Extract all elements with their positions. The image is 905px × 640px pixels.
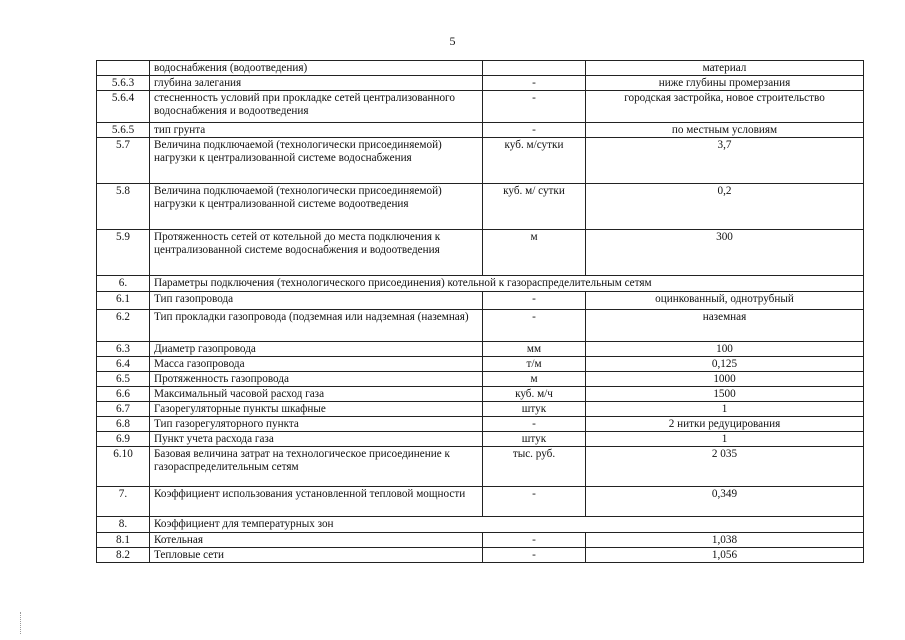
row-number-cell: 8.	[97, 517, 150, 533]
unit-cell: т/м	[483, 357, 586, 372]
table-row	[97, 447, 864, 487]
row-number-cell: 6.1	[97, 292, 150, 310]
parameter-name-cell: Протяженность газопровода	[150, 372, 483, 387]
parameters-table	[96, 60, 864, 563]
row-number-cell: 7.	[97, 487, 150, 517]
unit-cell: -	[483, 123, 586, 138]
parameter-name-cell: водоснабжения (водоотведения)	[150, 61, 483, 76]
row-number-cell: 6.	[97, 276, 150, 292]
row-number-cell: 5.8	[97, 184, 150, 230]
value-cell: 2 035	[586, 447, 864, 487]
table-row	[97, 61, 864, 76]
table-row	[97, 230, 864, 276]
row-number-cell: 6.4	[97, 357, 150, 372]
parameter-name-cell: Тип прокладки газопровода (подземная или надземная (наземная)	[150, 310, 483, 342]
unit-cell: тыс. руб.	[483, 447, 586, 487]
parameter-name-cell: Масса газопровода	[150, 357, 483, 372]
unit-cell: -	[483, 417, 586, 432]
value-cell: 1	[586, 432, 864, 447]
row-number-cell: 6.9	[97, 432, 150, 447]
table-row	[97, 123, 864, 138]
unit-cell: -	[483, 548, 586, 563]
page-number: 5	[449, 34, 456, 48]
unit-cell: штук	[483, 432, 586, 447]
table-row	[97, 276, 864, 292]
unit-cell: куб. м/ч	[483, 387, 586, 402]
unit-cell: куб. м/ сутки	[483, 184, 586, 230]
parameter-name-cell: Пункт учета расхода газа	[150, 432, 483, 447]
row-number-cell: 6.10	[97, 447, 150, 487]
parameter-name-cell: Тип газопровода	[150, 292, 483, 310]
parameter-name-cell: Котельная	[150, 533, 483, 548]
table-row	[97, 387, 864, 402]
value-cell: оцинкованный, однотрубный	[586, 292, 864, 310]
parameter-name-cell: Максимальный часовой расход газа	[150, 387, 483, 402]
row-number-cell: 6.3	[97, 342, 150, 357]
value-cell: 1,056	[586, 548, 864, 563]
unit-cell: мм	[483, 342, 586, 357]
value-cell: 1000	[586, 372, 864, 387]
parameter-name-cell: Диаметр газопровода	[150, 342, 483, 357]
unit-cell: -	[483, 310, 586, 342]
parameter-name-cell: Тип газорегуляторного пункта	[150, 417, 483, 432]
value-cell: 300	[586, 230, 864, 276]
value-cell: городская застройка, новое строительство	[586, 91, 864, 123]
row-number-cell: 5.9	[97, 230, 150, 276]
parameter-name-cell: Коэффициент использования установленной тепловой мощности	[150, 487, 483, 517]
value-cell: наземная	[586, 310, 864, 342]
table-row	[97, 548, 864, 563]
value-cell: 0,2	[586, 184, 864, 230]
value-cell: по местным условиям	[586, 123, 864, 138]
row-number-cell: 5.7	[97, 138, 150, 184]
value-cell: 3,7	[586, 138, 864, 184]
parameter-name-cell: Базовая величина затрат на технологическое присоединение к газораспределительным сетям	[150, 447, 483, 487]
row-number-cell: 6.7	[97, 402, 150, 417]
unit-cell: -	[483, 91, 586, 123]
row-number-cell: 8.2	[97, 548, 150, 563]
table-row	[97, 533, 864, 548]
parameter-name-cell: Тепловые сети	[150, 548, 483, 563]
table-row	[97, 292, 864, 310]
unit-cell: -	[483, 487, 586, 517]
table-row	[97, 91, 864, 123]
row-number-cell: 6.8	[97, 417, 150, 432]
table-row	[97, 138, 864, 184]
value-cell: 1,038	[586, 533, 864, 548]
parameter-name-cell: стесненность условий при прокладке сетей централизованного водоснабжения и водоотведения	[150, 91, 483, 123]
table-body	[97, 61, 864, 563]
unit-cell: м	[483, 372, 586, 387]
row-number-cell: 6.2	[97, 310, 150, 342]
table-row	[97, 310, 864, 342]
parameter-name-cell: Протяженность сетей от котельной до места подключения к централизованной системе водоснабжения и водоотведения	[150, 230, 483, 276]
section-heading-cell: Коэффициент для температурных зон	[150, 517, 864, 533]
parameter-name-cell: Величина подключаемой (технологически присоединяемой) нагрузки к централизованной системе водоотведения	[150, 184, 483, 230]
value-cell: 0,125	[586, 357, 864, 372]
row-number-cell: 5.6.3	[97, 76, 150, 91]
unit-cell: штук	[483, 402, 586, 417]
table-row	[97, 417, 864, 432]
parameter-name-cell: тип грунта	[150, 123, 483, 138]
value-cell: 1	[586, 402, 864, 417]
parameter-name-cell: Газорегуляторные пункты шкафные	[150, 402, 483, 417]
table-row	[97, 487, 864, 517]
parameter-name-cell: глубина залегания	[150, 76, 483, 91]
table-row	[97, 342, 864, 357]
table-row	[97, 184, 864, 230]
value-cell: 2 нитки редуцирования	[586, 417, 864, 432]
unit-cell: -	[483, 533, 586, 548]
unit-cell: -	[483, 292, 586, 310]
value-cell: ниже глубины промерзания	[586, 76, 864, 91]
scan-artifact	[20, 612, 22, 634]
row-number-cell	[97, 61, 150, 76]
row-number-cell: 6.5	[97, 372, 150, 387]
value-cell: 1500	[586, 387, 864, 402]
parameter-name-cell: Величина подключаемой (технологически присоединяемой) нагрузки к централизованной системе водоснабжения	[150, 138, 483, 184]
table-row	[97, 372, 864, 387]
unit-cell	[483, 61, 586, 76]
row-number-cell: 6.6	[97, 387, 150, 402]
value-cell: материал	[586, 61, 864, 76]
unit-cell: куб. м/сутки	[483, 138, 586, 184]
value-cell: 100	[586, 342, 864, 357]
table-row	[97, 402, 864, 417]
row-number-cell: 8.1	[97, 533, 150, 548]
row-number-cell: 5.6.4	[97, 91, 150, 123]
unit-cell: м	[483, 230, 586, 276]
unit-cell: -	[483, 76, 586, 91]
table-row	[97, 517, 864, 533]
section-heading-cell: Параметры подключения (технологического присоединения) котельной к газораспределительным сетям	[150, 276, 864, 292]
table-row	[97, 76, 864, 91]
table-row	[97, 432, 864, 447]
value-cell: 0,349	[586, 487, 864, 517]
table-row	[97, 357, 864, 372]
row-number-cell: 5.6.5	[97, 123, 150, 138]
